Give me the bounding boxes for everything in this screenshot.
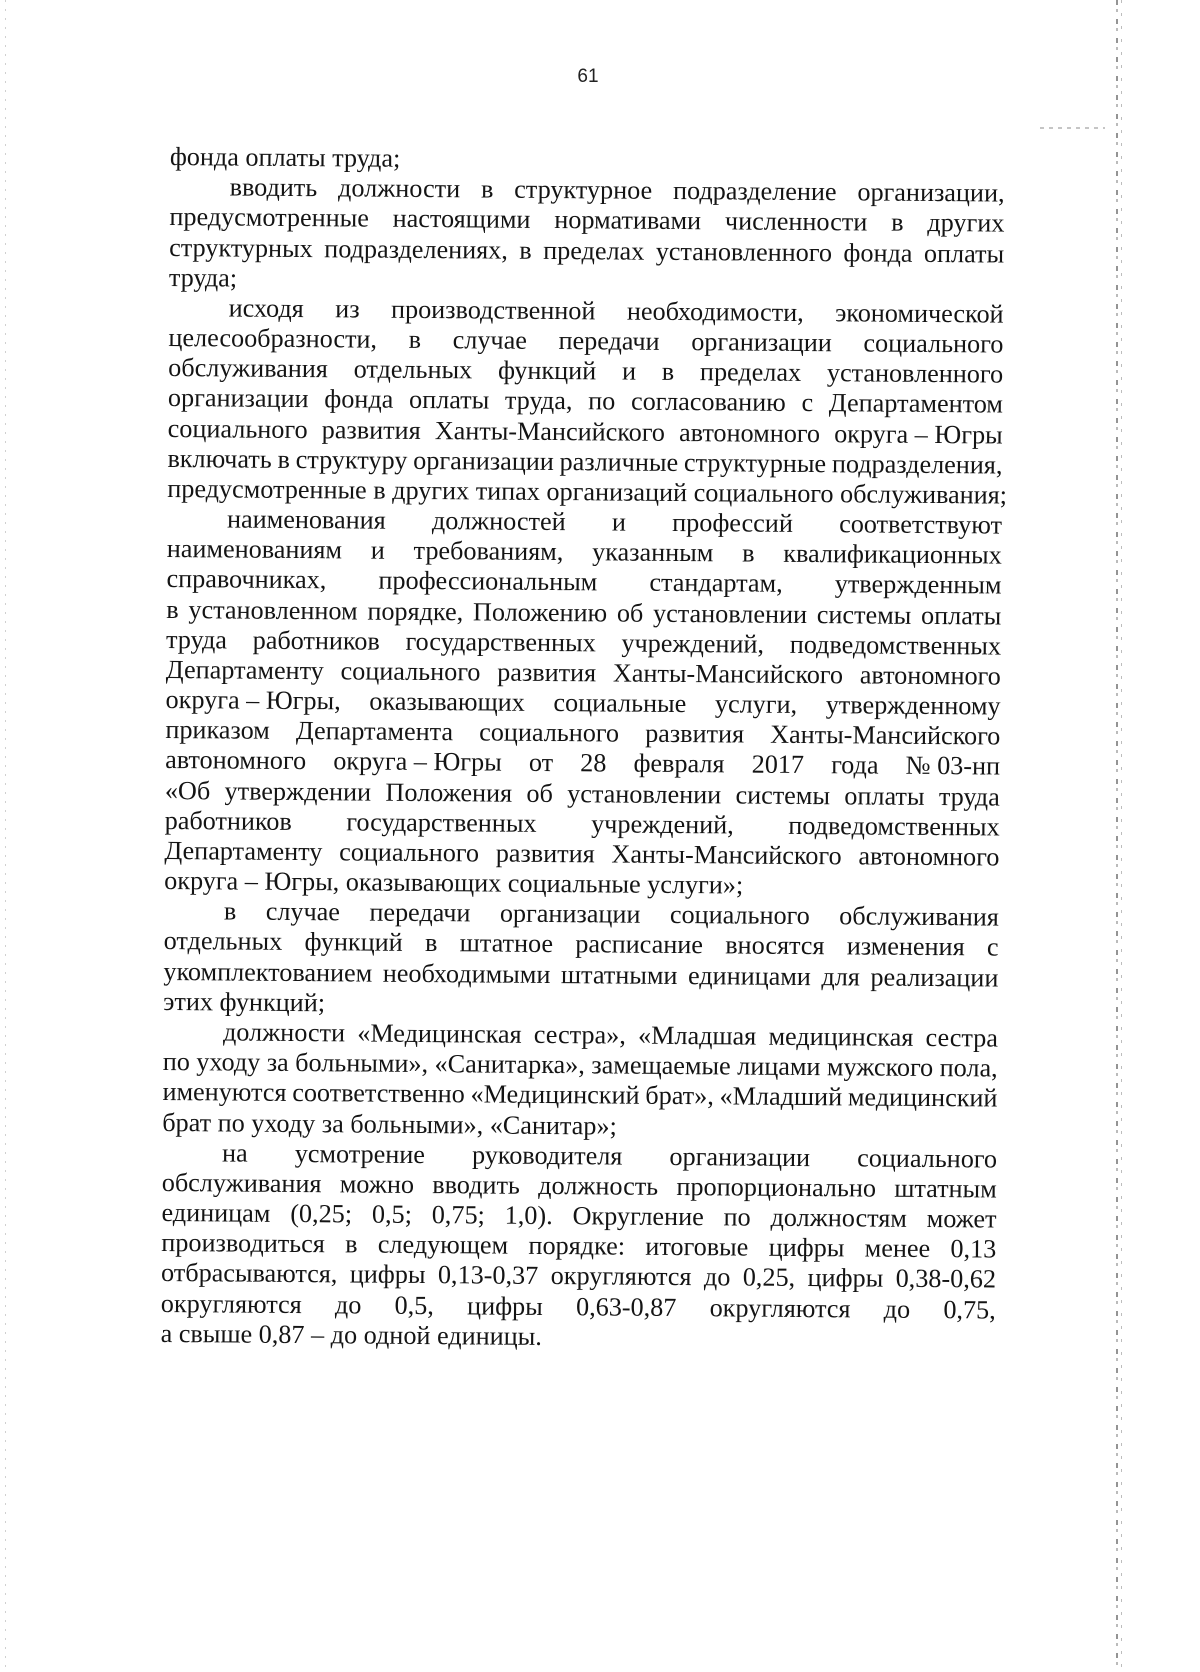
word: подведомственных [789, 629, 1002, 661]
word: в [519, 235, 532, 265]
word: штатным [894, 1173, 997, 1204]
word: цифры [467, 1290, 543, 1321]
word: автономного [165, 745, 307, 776]
word: «Об [164, 775, 211, 805]
word: изменения [846, 931, 965, 962]
word: можно [339, 1169, 415, 1199]
word: до [703, 1262, 731, 1292]
word: подведомственных [788, 810, 1000, 842]
word: социального [479, 717, 620, 748]
word: оплаты [844, 780, 925, 811]
word: руководителя [471, 1140, 623, 1171]
word: в [661, 357, 675, 387]
word: оплаты [923, 238, 1005, 269]
word: подразделениях, [324, 233, 508, 265]
word: порядке: [528, 1231, 626, 1261]
word: отбрасываются, [161, 1258, 338, 1289]
word: может [926, 1203, 997, 1234]
word: приказом [165, 715, 270, 746]
word: услуги, [714, 689, 798, 720]
word: должность [538, 1170, 659, 1201]
word: округляются [160, 1288, 302, 1319]
word: труда, [504, 386, 573, 416]
word: государственных [405, 626, 596, 658]
word: оплаты [921, 600, 1002, 631]
word: от [528, 748, 554, 778]
word: случае [265, 897, 341, 927]
word: организации [669, 1141, 811, 1172]
text-line: а свыше 0,87 – до одной единицы. [160, 1318, 542, 1351]
word: в [424, 928, 438, 958]
text-line: фонда оплаты труда; [169, 142, 401, 173]
word: целесообразности, [168, 323, 378, 354]
word: соответственно [292, 1078, 465, 1109]
word: и [621, 356, 637, 386]
word: порядке, [367, 596, 464, 626]
word: замещаемые [591, 1050, 731, 1081]
word: Департаментом [828, 388, 1004, 419]
word: Департаменту [164, 835, 323, 867]
word: оказывающих [369, 686, 525, 717]
word: организации [499, 898, 641, 930]
scan-smudge [1040, 127, 1105, 129]
paragraph [167, 293, 1008, 511]
paragraph [161, 1138, 998, 1356]
word: в [891, 208, 904, 238]
word: включать [167, 443, 272, 474]
word: учреждений, [621, 628, 765, 659]
document-body [160, 142, 1008, 1355]
word: социального [340, 656, 481, 687]
word: в [277, 444, 291, 474]
word: установленном [188, 594, 358, 626]
word: «Санитарка», [434, 1049, 586, 1080]
word: единицам [161, 1197, 271, 1228]
text-line: брат по уходу за больными», «Санитар»; [162, 1107, 617, 1141]
word: вводить [432, 1169, 521, 1200]
word: Ханты-Мансийского [434, 415, 666, 447]
word: Положению [472, 596, 608, 628]
word: «Младшая [637, 1020, 757, 1051]
text-line: округа – Югры, оказывающих социальные услуги»; [164, 866, 744, 900]
word: расписание [575, 929, 704, 960]
word: организации [413, 445, 554, 476]
word: утверждении [224, 776, 372, 807]
word: в [742, 538, 755, 568]
word: нормативами [554, 205, 702, 236]
word: и [370, 535, 385, 565]
scan-edge-artifact-left [5, 0, 6, 1672]
paragraph [164, 504, 1002, 903]
word: и [611, 507, 627, 537]
word: штатными [560, 959, 678, 990]
word: единицами [687, 960, 812, 991]
word: оплаты [408, 385, 490, 415]
word: численности [724, 206, 868, 237]
word: 0,63-0,87 [575, 1291, 677, 1322]
word: усмотрение [294, 1138, 426, 1169]
word: работников [252, 625, 380, 656]
word: брат», [645, 1081, 714, 1111]
word: социального [669, 900, 810, 931]
word: с [986, 932, 999, 963]
word: должности [222, 1017, 346, 1048]
word: пределах [543, 235, 645, 266]
word: (0,25; [290, 1198, 353, 1229]
word: структурные [683, 447, 827, 478]
word: мужского [826, 1052, 934, 1083]
word: подразделения, [831, 448, 1003, 480]
word: Ханты-Мансийского [611, 839, 842, 871]
paragraph [162, 1017, 998, 1144]
word: необходимыми [382, 958, 551, 989]
word: медицинский [847, 1082, 998, 1113]
word: развития [495, 838, 595, 869]
word: из [335, 294, 360, 324]
word: по [162, 1047, 190, 1077]
text-line: труда; [168, 262, 238, 293]
word: обслуживания [839, 901, 1000, 932]
word: указанным [592, 537, 714, 568]
word: в [166, 594, 179, 624]
word: экономической [835, 298, 1004, 329]
word: развития [321, 414, 421, 445]
word: 0,5; [371, 1199, 413, 1229]
word: фонда [843, 237, 913, 268]
word: округа – Югры, [165, 685, 341, 716]
word: системы [735, 780, 831, 810]
scan-edge-artifact-right-secondary [1121, 0, 1122, 1672]
word: развития [645, 719, 745, 749]
word: укомплектованием [163, 956, 373, 988]
word: медицинская [768, 1021, 914, 1052]
word: до [334, 1289, 362, 1320]
word: требованиям, [413, 536, 564, 567]
word: 0,13-0,37 [437, 1260, 539, 1291]
word: утвержденному [825, 690, 1001, 721]
word: цифры [807, 1263, 884, 1293]
word: 0,75; [431, 1200, 485, 1230]
word: об [616, 598, 644, 628]
word: штатное [459, 928, 554, 959]
word: сестра», [533, 1019, 626, 1050]
word: системы [816, 599, 912, 630]
word: пола, [939, 1053, 998, 1083]
word: социального [863, 328, 1004, 359]
word: пределах [699, 357, 802, 388]
word: социального [167, 413, 308, 444]
word: 0,75, [943, 1294, 996, 1325]
word: «Медицинская [357, 1018, 522, 1049]
word: подразделение [672, 176, 837, 207]
word: вводить [229, 172, 318, 203]
word: должностей [431, 506, 566, 537]
word: передачи [558, 326, 660, 356]
word: округляются [550, 1261, 692, 1292]
word: Округление [572, 1201, 704, 1232]
word: социального [857, 1143, 998, 1174]
word: цифры [349, 1259, 426, 1290]
word: организации [691, 327, 832, 358]
word: других [927, 208, 1005, 238]
word: лицами [737, 1051, 821, 1082]
word: случае [452, 325, 528, 355]
word: для [821, 961, 860, 992]
word: 28 [580, 748, 607, 778]
word: отдельных [353, 354, 473, 385]
word: Положения [385, 777, 513, 808]
word: 2017 [751, 750, 805, 780]
word: округляются [709, 1292, 851, 1323]
word: производиться [161, 1228, 325, 1259]
word: государственных [346, 807, 537, 838]
word: с [801, 388, 814, 418]
word: автономного [678, 417, 821, 448]
word: «Медицинский [470, 1079, 640, 1111]
word: в [345, 1229, 358, 1259]
word: структуру [295, 444, 408, 475]
word: обслуживания [161, 1167, 322, 1199]
word: социальные [553, 688, 687, 719]
word: профессиональным [378, 566, 598, 597]
word: работников [164, 805, 292, 836]
word: в [480, 174, 494, 204]
word: вносятся [725, 930, 825, 961]
word: года [831, 750, 879, 781]
word: 0,38-0,62 [895, 1264, 997, 1294]
word: обслуживания [168, 353, 329, 384]
word: организации [167, 383, 309, 414]
word: «Младший [719, 1081, 843, 1112]
word: Департамента [295, 716, 454, 747]
word: пропорционально [676, 1171, 877, 1203]
word: Ханты-Мансийского [612, 658, 844, 690]
word: должности [337, 173, 461, 204]
paragraph [163, 896, 999, 1023]
word: реализации [870, 962, 999, 993]
word: Ханты-Мансийского [770, 719, 1001, 751]
word: за [266, 1047, 289, 1078]
word: до [883, 1294, 911, 1324]
word: сестра [925, 1022, 999, 1053]
word: февраля [633, 749, 725, 779]
word: округа – Югры [333, 746, 502, 778]
word: автономного [858, 841, 1000, 872]
word: труда [165, 624, 228, 655]
word: установлении [567, 778, 722, 809]
word: социального [339, 837, 480, 868]
word: 0,13 [950, 1234, 997, 1264]
word: функций [497, 355, 597, 386]
word: исходя [228, 293, 304, 323]
word: учреждений, [591, 809, 734, 840]
word: в [408, 324, 422, 355]
word: различные [559, 446, 679, 477]
word: фонда [324, 384, 394, 415]
word: профессий [672, 508, 794, 538]
word: функций [304, 927, 403, 958]
word: итоговые [645, 1231, 749, 1262]
word: должностям [770, 1202, 907, 1233]
word: округа – Югры [834, 418, 1003, 450]
word: организации, [857, 177, 1005, 208]
word: утвержденным [834, 569, 1002, 600]
word: установлении [652, 598, 808, 629]
word: в [223, 896, 237, 926]
word: настоящими [392, 204, 531, 235]
word: структурных [169, 232, 313, 263]
word: следующем [377, 1229, 509, 1260]
word: стандартам, [649, 568, 783, 599]
word: производственной [390, 294, 596, 326]
word: соответствуют [839, 509, 1003, 540]
paragraph [169, 172, 1005, 299]
word: установленного [655, 236, 833, 267]
word: установленного [826, 358, 1004, 389]
word: менее [864, 1233, 931, 1264]
word: Департаменту [165, 654, 324, 686]
word: автономного [859, 660, 1001, 691]
word: 0,25, [742, 1262, 796, 1293]
text-line: этих функций; [163, 986, 326, 1018]
word: 0,5, [394, 1290, 435, 1320]
word: наименования [226, 504, 386, 535]
word: структурное [514, 174, 653, 205]
word: необходимости, [626, 296, 804, 327]
page-number: 61 [577, 66, 599, 87]
word: больными», [295, 1048, 429, 1079]
word: труда [938, 781, 1000, 812]
word: отдельных [163, 926, 283, 957]
word: № 03-нп [905, 751, 1001, 781]
scan-edge-artifact-right [1116, 0, 1118, 1672]
word: квалификационных [783, 539, 1002, 570]
word: на [221, 1138, 248, 1168]
word: 1,0). [504, 1200, 553, 1231]
word: по [723, 1202, 751, 1232]
text-line: предусмотренные в других типах организаций социального обслуживания; [167, 473, 1008, 510]
word: уходу [196, 1047, 261, 1077]
word: справочниках, [166, 564, 327, 595]
word: передачи [369, 897, 471, 928]
word: наименованиям [166, 534, 343, 565]
word: развития [497, 657, 597, 688]
word: цифры [768, 1232, 845, 1263]
word: об [526, 778, 553, 808]
word: именуются [162, 1077, 287, 1108]
word: согласованию [630, 387, 786, 418]
word: по [588, 386, 616, 416]
word: предусмотренные [169, 202, 370, 233]
